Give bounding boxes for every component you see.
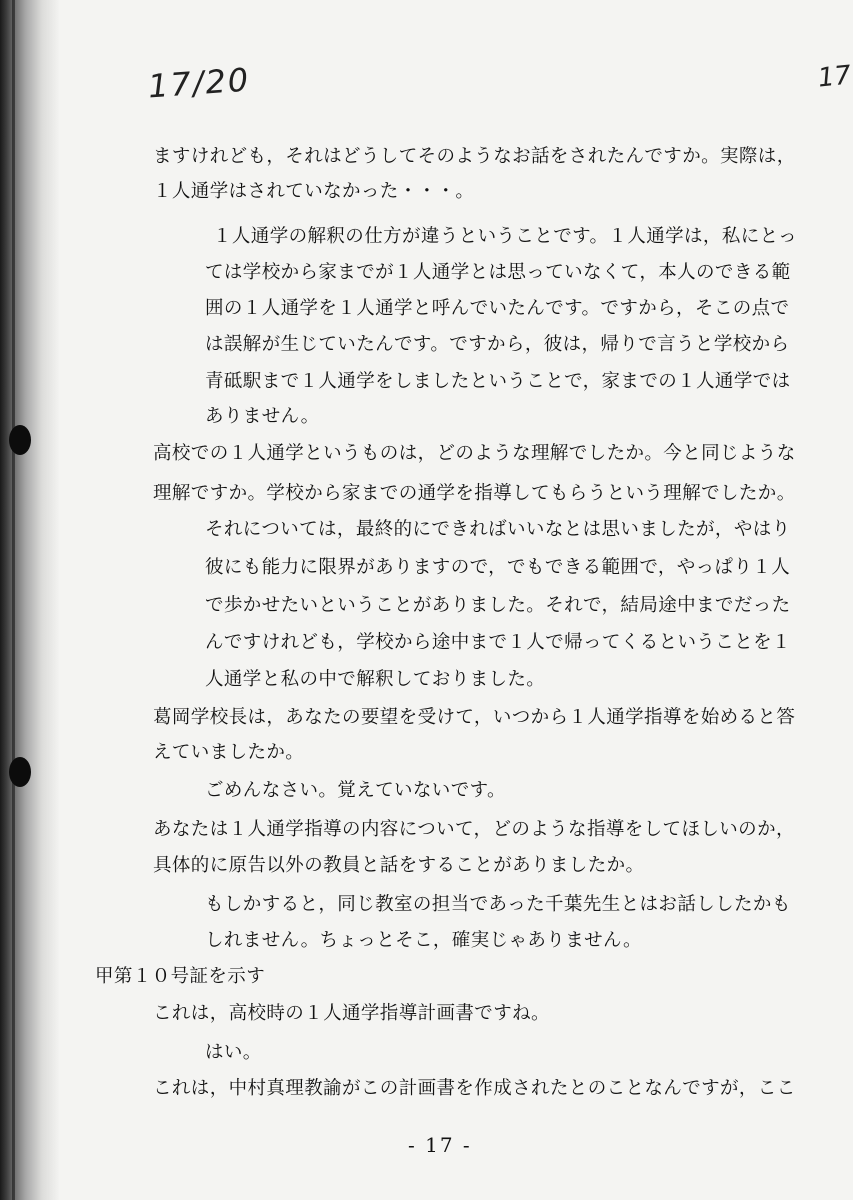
answer-line: 彼にも能力に限界がありますので，でもできる範囲で，やっぱり１人 bbox=[205, 557, 791, 578]
answer-line: それについては，最終的にできればいいなとは思いましたが，やはり bbox=[205, 519, 791, 540]
binding-edge bbox=[12, 0, 15, 1200]
question-line: これは，中村真理教諭がこの計画書を作成されたとのことなんですが，ここ bbox=[153, 1078, 796, 1099]
question-line: ますけれども，それはどうしてそのようなお話をされたんですか。実際は， bbox=[153, 146, 796, 167]
answer-line: んですけれども，学校から途中まで１人で帰ってくるということを１ bbox=[205, 632, 791, 653]
answer-line: しれません。ちょっとそこ，確実じゃありません。 bbox=[205, 930, 642, 951]
question-line: 理解ですか。学校から家までの通学を指導してもらうという理解でしたか。 bbox=[153, 483, 796, 504]
handwritten-corner-mark: 17 bbox=[816, 60, 853, 94]
answer-line: ごめんなさい。覚えていないです。 bbox=[205, 780, 506, 801]
question-line: あなたは１人通学指導の内容について，どのような指導をしてほしいのか， bbox=[153, 819, 795, 840]
question-line: 葛岡学校長は，あなたの要望を受けて，いつから１人通学指導を始めると答 bbox=[153, 707, 796, 728]
question-line: これは，高校時の１人通学指導計画書ですね。 bbox=[153, 1003, 550, 1024]
question-line: えていましたか。 bbox=[153, 742, 305, 763]
answer-line: で歩かせたいということがありました。それで，結局途中までだった bbox=[205, 595, 791, 616]
exhibit-line: 甲第１０号証を示す bbox=[95, 966, 266, 987]
handwritten-page-count: 17/20 bbox=[146, 60, 252, 106]
answer-line: ては学校から家までが１人通学とは思っていなくて，本人のできる範 bbox=[205, 262, 791, 283]
answer-line: 人通学と私の中で解釈しておりました。 bbox=[205, 669, 546, 690]
answer-line: 囲の１人通学を１人通学と呼んでいたんです。ですから，そこの点で bbox=[205, 298, 790, 319]
answer-line: もしかすると，同じ教室の担当であった千葉先生とはお話ししたかも bbox=[205, 894, 791, 915]
binder-hole bbox=[9, 757, 31, 787]
question-line: 具体的に原告以外の教員と話をすることがありましたか。 bbox=[153, 855, 645, 876]
answer-line: ありません。 bbox=[205, 406, 320, 427]
question-line: 高校での１人通学というものは，どのような理解でしたか。今と同じような bbox=[153, 443, 796, 464]
answer-line: 青砥駅まで１人通学をしましたということで，家までの１人通学では bbox=[205, 371, 791, 392]
page-number: - 17 - bbox=[408, 1133, 472, 1157]
answer-line: １人通学の解釈の仕方が違うということです。１人通学は，私にとっ bbox=[213, 226, 798, 247]
answer-line: はい。 bbox=[205, 1042, 262, 1063]
question-line: １人通学はされていなかった・・・。 bbox=[153, 181, 475, 202]
answer-line: は誤解が生じていたんです。ですから，彼は，帰りで言うと学校から bbox=[205, 334, 790, 355]
binder-hole bbox=[9, 425, 31, 455]
binding-shadow bbox=[0, 0, 60, 1200]
